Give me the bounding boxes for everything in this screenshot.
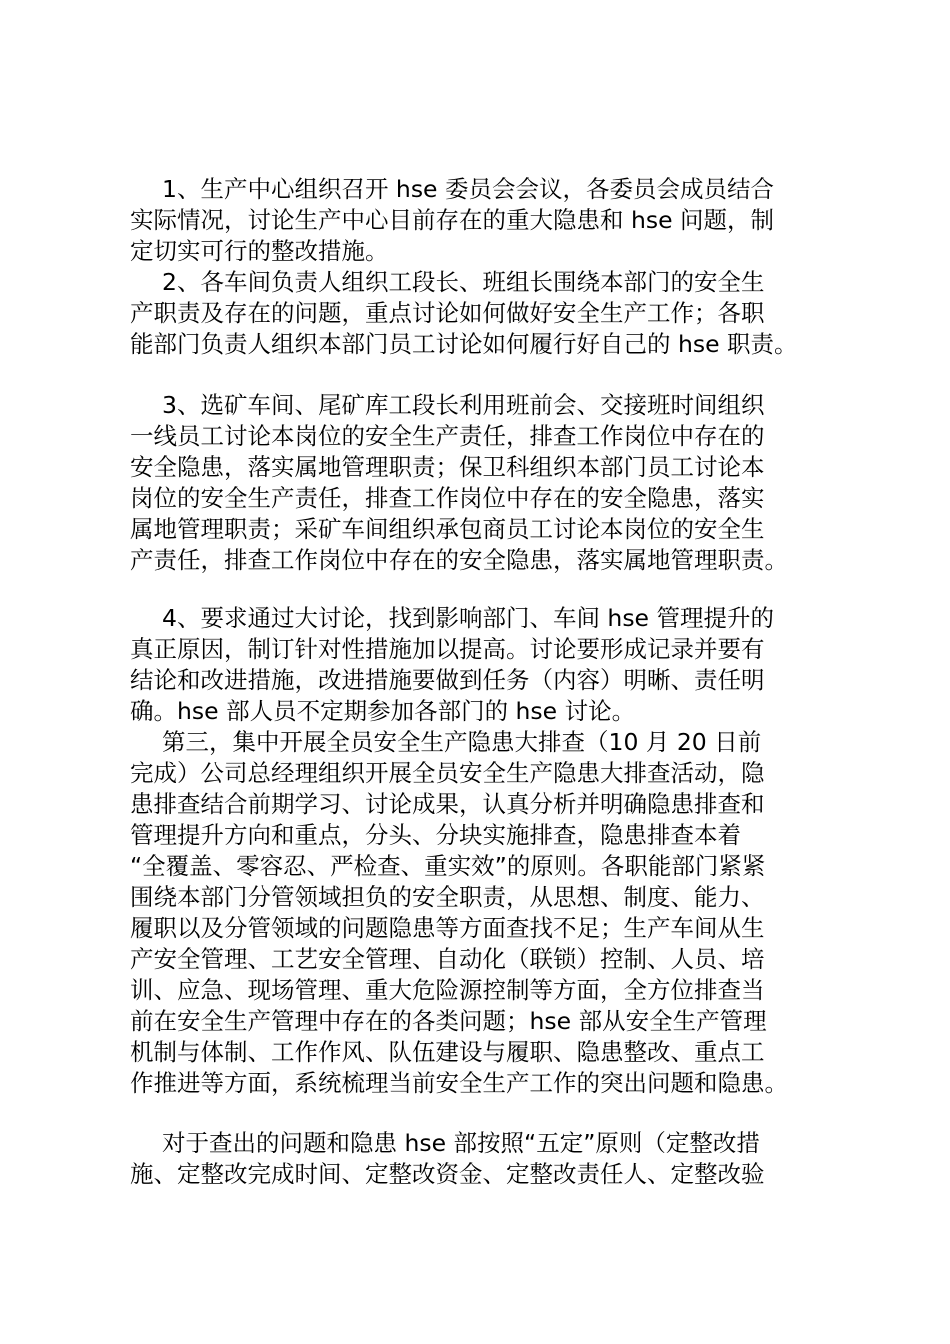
paragraph-5-line-7: 履职以及分管领域的问题隐患等方面查找不足；生产车间从生	[130, 914, 765, 942]
paragraph-5-line-5: “全覆盖、零容忍、严检查、重实效”的原则。各职能部门紧紧	[130, 852, 766, 880]
paragraph-4-line-4: 确。hse 部人员不定期参加各部门的 hse 讨论。	[130, 697, 636, 725]
paragraph-5-line-10: 前在安全生产管理中存在的各类问题；hse 部从安全生产管理	[130, 1007, 767, 1035]
paragraph-2-line-2: 产职责及存在的问题，重点讨论如何做好安全生产工作；各职	[130, 299, 765, 327]
paragraph-5-line-9: 训、应急、现场管理、重大危险源控制等方面，全方位排查当	[130, 976, 765, 1004]
paragraph-3-line-2: 一线员工讨论本岗位的安全生产责任，排查工作岗位中存在的	[130, 422, 765, 450]
paragraph-5-line-8: 产安全管理、工艺安全管理、自动化（联锁）控制、人员、培	[130, 945, 765, 973]
paragraph-2-line-3: 能部门负责人组织本部门员工讨论如何履行好自己的 hse 职责。	[130, 330, 798, 358]
paragraph-4-line-1: 4、要求通过大讨论，找到影响部门、车间 hse 管理提升的	[162, 604, 774, 632]
paragraph-5-line-2: 完成）公司总经理组织开展全员安全生产隐患大排查活动，隐	[130, 759, 765, 787]
paragraph-1-line-3: 定切实可行的整改措施。	[130, 237, 389, 265]
paragraph-5-line-1: 第三，集中开展全员安全生产隐患大排查（10 月 20 日前	[162, 728, 762, 756]
paragraph-6-line-2: 施、定整改完成时间、定整改资金、定整改责任人、定整改验	[130, 1160, 765, 1188]
paragraph-3-line-3: 安全隐患，落实属地管理职责；保卫科组织本部门员工讨论本	[130, 453, 765, 481]
paragraph-3-line-6: 产责任，排查工作岗位中存在的安全隐患，落实属地管理职责。	[130, 546, 788, 574]
paragraph-3-line-4: 岗位的安全生产责任，排查工作岗位中存在的安全隐患，落实	[130, 484, 765, 512]
paragraph-3-line-5: 属地管理职责；采矿车间组织承包商员工讨论本岗位的安全生	[130, 515, 765, 543]
paragraph-5-line-12: 作推进等方面，系统梳理当前安全生产工作的突出问题和隐患。	[130, 1069, 788, 1097]
paragraph-2-line-1: 2、各车间负责人组织工段长、班组长围绕本部门的安全生	[162, 268, 765, 296]
paragraph-5-line-6: 围绕本部门分管领域担负的安全职责，从思想、制度、能力、	[130, 883, 765, 911]
paragraph-4-line-2: 真正原因，制订针对性措施加以提高。讨论要形成记录并要有	[130, 635, 765, 663]
paragraph-4-line-3: 结论和改进措施，改进措施要做到任务（内容）明晰、责任明	[130, 666, 765, 694]
paragraph-1-line-1: 1、生产中心组织召开 hse 委员会会议，各委员会成员结合	[162, 175, 774, 203]
paragraph-1-line-2: 实际情况，讨论生产中心目前存在的重大隐患和 hse 问题，制	[130, 206, 775, 234]
paragraph-5-line-4: 管理提升方向和重点，分头、分块实施排查，隐患排查本着	[130, 821, 741, 849]
paragraph-5-line-3: 患排查结合前期学习、讨论成果，认真分析并明确隐患排查和	[130, 790, 765, 818]
paragraph-6-line-1: 对于查出的问题和隐患 hse 部按照“五定”原则（定整改措	[162, 1129, 760, 1157]
paragraph-5-line-11: 机制与体制、工作作风、队伍建设与履职、隐患整改、重点工	[130, 1038, 765, 1066]
paragraph-3-line-1: 3、选矿车间、尾矿库工段长利用班前会、交接班时间组织	[162, 391, 765, 419]
